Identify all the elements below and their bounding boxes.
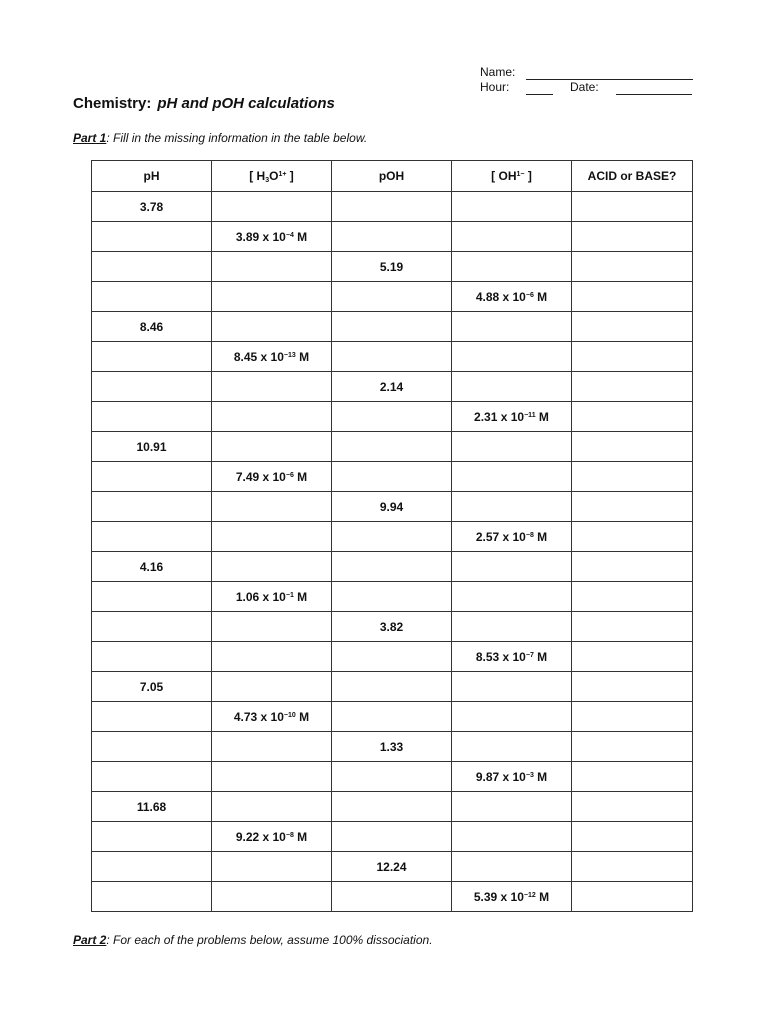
cell-poh[interactable] [332, 762, 452, 792]
cell-oh[interactable] [452, 822, 572, 852]
cell-h3o[interactable] [212, 612, 332, 642]
table-row [92, 672, 693, 702]
cell-acid-or-base[interactable] [572, 192, 693, 222]
table-row [92, 282, 693, 312]
cell-poh[interactable] [332, 792, 452, 822]
cell-ph[interactable] [92, 342, 212, 372]
cell-poh[interactable] [332, 222, 452, 252]
cell-ph[interactable] [92, 882, 212, 912]
cell-oh: 5.39 x $10^{-12}$ M [452, 882, 572, 912]
cell-poh[interactable] [332, 552, 452, 582]
part2-text: : For each of the problems below, assume 100% dissociation. [106, 933, 433, 947]
cell-acid-or-base[interactable] [572, 252, 693, 282]
cell-acid-or-base[interactable] [572, 732, 693, 762]
cell-oh[interactable] [452, 432, 572, 462]
table-row [92, 852, 693, 882]
cell-ph[interactable] [92, 372, 212, 402]
date-field[interactable] [616, 82, 692, 95]
cell-ph[interactable] [92, 252, 212, 282]
cell-acid-or-base[interactable] [572, 492, 693, 522]
cell-acid-or-base[interactable] [572, 432, 693, 462]
cell-acid-or-base[interactable] [572, 462, 693, 492]
cell-ph: 3.78 [92, 192, 212, 222]
cell-h3o[interactable] [212, 312, 332, 342]
cell-poh[interactable] [332, 642, 452, 672]
cell-acid-or-base[interactable] [572, 672, 693, 702]
cell-poh[interactable] [332, 192, 452, 222]
cell-acid-or-base[interactable] [572, 582, 693, 612]
cell-oh: 8.53 x $10^{-7}$ M [452, 642, 572, 672]
table-row [92, 612, 693, 642]
cell-oh: 4.88 x $10^{-6}$ M [452, 282, 572, 312]
cell-oh[interactable] [452, 372, 572, 402]
cell-ph[interactable] [92, 822, 212, 852]
cell-oh[interactable] [452, 342, 572, 372]
cell-h3o[interactable] [212, 882, 332, 912]
cell-acid-or-base[interactable] [572, 612, 693, 642]
cell-ph[interactable] [92, 492, 212, 522]
worksheet-title [73, 95, 335, 112]
cell-poh[interactable] [332, 432, 452, 462]
cell-acid-or-base[interactable] [572, 792, 693, 822]
cell-h3o[interactable] [212, 792, 332, 822]
cell-oh[interactable] [452, 582, 572, 612]
table-row [92, 642, 693, 672]
cell-ph[interactable] [92, 582, 212, 612]
part2-label: Part 2 [73, 933, 107, 947]
cell-acid-or-base[interactable] [572, 342, 693, 372]
header-oh: [ $OH^{1-}$ ] [452, 161, 572, 192]
cell-h3o[interactable] [212, 192, 332, 222]
cell-ph: 11.68 [92, 792, 212, 822]
table-row [92, 222, 693, 252]
cell-oh[interactable] [452, 672, 572, 702]
cell-h3o[interactable] [212, 672, 332, 702]
table-row [92, 402, 693, 432]
cell-acid-or-base[interactable] [572, 642, 693, 672]
part1-label: Part 1 [73, 131, 107, 145]
cell-poh[interactable] [332, 312, 452, 342]
cell-h3o[interactable] [212, 762, 332, 792]
cell-acid-or-base[interactable] [572, 282, 693, 312]
cell-oh[interactable] [452, 312, 572, 342]
cell-h3o[interactable] [212, 492, 332, 522]
cell-oh: 9.87 x $10^{-3}$ M [452, 762, 572, 792]
cell-oh[interactable] [452, 612, 572, 642]
cell-oh[interactable] [452, 492, 572, 522]
cell-h3o[interactable] [212, 642, 332, 672]
cell-oh: 2.31 x $10^{-11}$ M [452, 402, 572, 432]
table-row [92, 822, 693, 852]
cell-h3o: 1.06 x $10^{-1}$ M [212, 582, 332, 612]
table-row [92, 312, 693, 342]
part1-instructions [73, 131, 367, 145]
cell-ph[interactable] [92, 762, 212, 792]
cell-h3o[interactable] [212, 402, 332, 432]
cell-acid-or-base[interactable] [572, 402, 693, 432]
cell-acid-or-base[interactable] [572, 312, 693, 342]
cell-poh[interactable] [332, 282, 452, 312]
table-row [92, 732, 693, 762]
part2-instructions [73, 933, 433, 947]
cell-oh[interactable] [452, 462, 572, 492]
table-row [92, 342, 693, 372]
cell-ph[interactable] [92, 522, 212, 552]
cell-ph[interactable] [92, 222, 212, 252]
cell-oh: 2.57 x $10^{-8}$ M [452, 522, 572, 552]
cell-poh[interactable] [332, 702, 452, 732]
cell-poh[interactable] [332, 582, 452, 612]
cell-ph[interactable] [92, 612, 212, 642]
cell-h3o[interactable] [212, 282, 332, 312]
cell-acid-or-base[interactable] [572, 852, 693, 882]
table-row [92, 762, 693, 792]
hour-label: Hour: [480, 80, 510, 94]
cell-oh[interactable] [452, 792, 572, 822]
table-row [92, 702, 693, 732]
title-subject: Chemistry: [73, 95, 152, 112]
cell-ph: 7.05 [92, 672, 212, 702]
cell-poh: 5.19 [332, 252, 452, 282]
table-row [92, 582, 693, 612]
cell-poh[interactable] [332, 522, 452, 552]
cell-acid-or-base[interactable] [572, 222, 693, 252]
cell-acid-or-base[interactable] [572, 822, 693, 852]
table-row [92, 192, 693, 222]
cell-acid-or-base[interactable] [572, 552, 693, 582]
cell-h3o[interactable] [212, 732, 332, 762]
cell-oh[interactable] [452, 222, 572, 252]
cell-poh: 12.24 [332, 852, 452, 882]
cell-h3o[interactable] [212, 852, 332, 882]
cell-h3o[interactable] [212, 552, 332, 582]
table-row [92, 252, 693, 282]
header-h3o: [ $H_3O^{1+}$ ] [212, 161, 332, 192]
cell-ph[interactable] [92, 462, 212, 492]
cell-ph: 10.91 [92, 432, 212, 462]
cell-poh: 9.94 [332, 492, 452, 522]
table-row [92, 462, 693, 492]
cell-acid-or-base[interactable] [572, 882, 693, 912]
cell-oh[interactable] [452, 252, 572, 282]
cell-oh[interactable] [452, 552, 572, 582]
cell-poh[interactable] [332, 402, 452, 432]
cell-poh: 1.33 [332, 732, 452, 762]
table-row [92, 492, 693, 522]
cell-h3o: 3.89 x $10^{-4}$ M [212, 222, 332, 252]
ph-poh-table [91, 160, 693, 912]
table-row [92, 552, 693, 582]
cell-h3o: 9.22 x $10^{-8}$ M [212, 822, 332, 852]
header-poh: pOH [332, 161, 452, 192]
part1-text: : Fill in the missing information in the table below. [106, 131, 368, 145]
cell-poh[interactable] [332, 672, 452, 702]
cell-acid-or-base[interactable] [572, 702, 693, 732]
header-acid-or-base: ACID or BASE? [572, 161, 693, 192]
cell-h3o[interactable] [212, 432, 332, 462]
cell-ph: 8.46 [92, 312, 212, 342]
table-body [92, 192, 693, 912]
cell-poh: 2.14 [332, 372, 452, 402]
cell-poh[interactable] [332, 882, 452, 912]
cell-ph[interactable] [92, 732, 212, 762]
table-row [92, 372, 693, 402]
cell-h3o[interactable] [212, 522, 332, 552]
cell-oh[interactable] [452, 852, 572, 882]
cell-ph[interactable] [92, 642, 212, 672]
header-ph: pH [92, 161, 212, 192]
name-field[interactable] [526, 67, 693, 80]
date-label: Date: [570, 80, 599, 94]
cell-poh[interactable] [332, 462, 452, 492]
cell-poh[interactable] [332, 822, 452, 852]
table-row [92, 522, 693, 552]
table-row [92, 882, 693, 912]
cell-oh[interactable] [452, 702, 572, 732]
cell-h3o: 8.45 x $10^{-13}$ M [212, 342, 332, 372]
hour-date-row [480, 80, 693, 95]
cell-h3o: 7.49 x $10^{-6}$ M [212, 462, 332, 492]
cell-poh: 3.82 [332, 612, 452, 642]
table-row [92, 432, 693, 462]
student-info-fields [480, 65, 693, 95]
cell-h3o[interactable] [212, 372, 332, 402]
cell-h3o[interactable] [212, 252, 332, 282]
cell-h3o: 4.73 x $10^{-10}$ M [212, 702, 332, 732]
title-topic: pH and pOH calculations [157, 95, 335, 112]
table-header-row [92, 161, 693, 192]
cell-oh[interactable] [452, 192, 572, 222]
cell-ph: 4.16 [92, 552, 212, 582]
hour-field[interactable] [526, 82, 553, 95]
cell-oh[interactable] [452, 732, 572, 762]
cell-acid-or-base[interactable] [572, 522, 693, 552]
cell-poh[interactable] [332, 342, 452, 372]
cell-acid-or-base[interactable] [572, 372, 693, 402]
cell-ph[interactable] [92, 702, 212, 732]
cell-ph[interactable] [92, 402, 212, 432]
name-label: Name: [480, 65, 516, 79]
cell-ph[interactable] [92, 282, 212, 312]
cell-acid-or-base[interactable] [572, 762, 693, 792]
name-row [480, 65, 693, 80]
cell-ph[interactable] [92, 852, 212, 882]
table-row [92, 792, 693, 822]
